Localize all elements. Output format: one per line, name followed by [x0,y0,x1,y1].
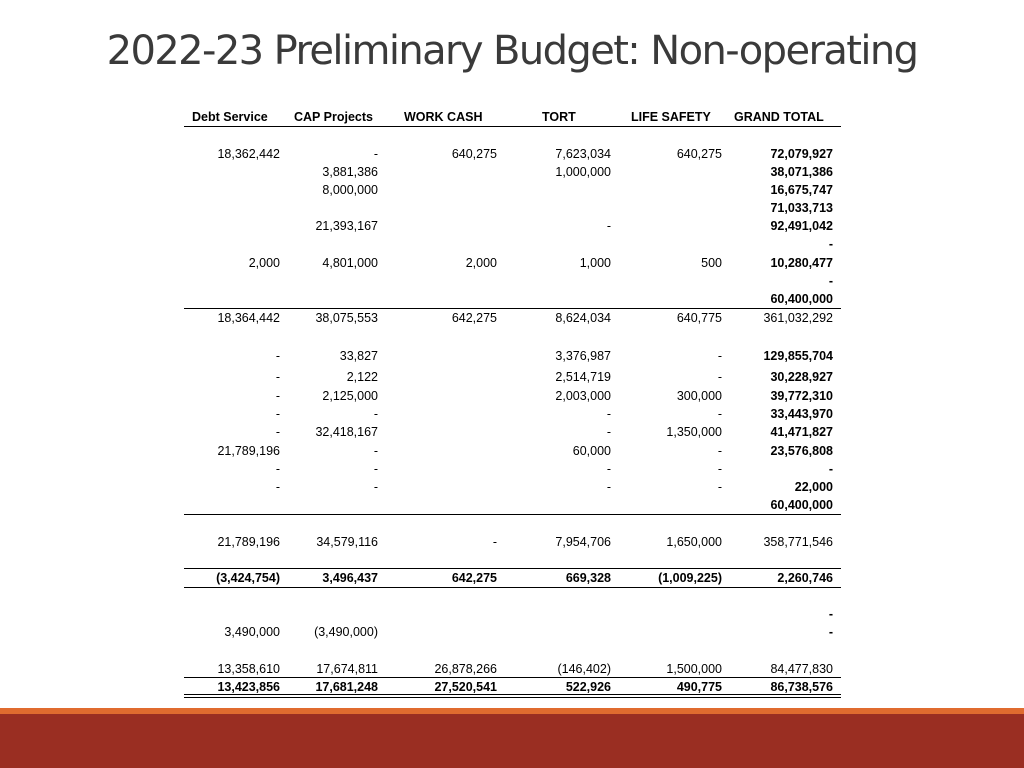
table-cell: - [606,425,611,439]
table-cell: - [373,462,378,476]
rule-ending-top [184,677,841,678]
table-cell: 27,520,541 [434,680,497,694]
table-cell: - [275,480,280,494]
table-cell: - [275,407,280,421]
table-cell: 3,376,987 [555,349,611,363]
table-cell: 86,738,576 [770,680,833,694]
table-cell: 1,500,000 [666,662,722,676]
table-cell: 2,003,000 [555,389,611,403]
table-cell: 642,275 [451,571,497,585]
table-cell: - [828,625,833,639]
table-cell: 84,477,830 [770,662,833,676]
table-cell: 60,000 [572,444,611,458]
table-cell: 60,400,000 [770,498,833,512]
table-cell: 92,491,042 [770,219,833,233]
table-cell: 3,496,437 [322,571,378,585]
table-cell: 3,881,386 [322,165,378,179]
header-life-safety: LIFE SAFETY [631,110,711,124]
table-cell: 500 [701,256,722,270]
table-cell: (3,424,754) [216,571,280,585]
table-cell: 26,878,266 [434,662,497,676]
table-cell: - [828,237,833,251]
rule-ending-double-2 [184,697,841,698]
header-grand-total: GRAND TOTAL [734,110,824,124]
table-cell: 2,000 [465,256,497,270]
table-cell: 640,275 [676,147,722,161]
table-cell: 39,772,310 [770,389,833,403]
table-cell: - [717,349,722,363]
table-cell: 17,674,811 [316,662,378,676]
table-cell: 21,789,196 [217,535,280,549]
table-cell: 669,328 [565,571,611,585]
rule-ending-double-1 [184,694,841,695]
table-cell: 129,855,704 [763,349,833,363]
table-cell: 13,423,856 [217,680,280,694]
table-cell: - [606,219,611,233]
table-cell: 60,400,000 [770,292,833,306]
table-cell: - [717,480,722,494]
table-cell: 13,358,610 [217,662,280,676]
header-cap-projects: CAP Projects [294,110,373,124]
table-cell: 8,624,034 [555,311,611,325]
table-cell: 1,650,000 [666,535,722,549]
table-cell: 18,362,442 [217,147,280,161]
header-work-cash: WORK CASH [404,110,483,124]
table-cell: 72,079,927 [770,147,833,161]
table-cell: - [606,407,611,421]
table-cell: - [373,407,378,421]
table-cell: 8,000,000 [322,183,378,197]
table-cell: 2,122 [346,370,378,384]
rule-expense-total [184,514,841,515]
table-cell: - [717,407,722,421]
table-cell: - [717,462,722,476]
table-cell: 16,675,747 [770,183,833,197]
table-cell: - [275,425,280,439]
table-cell: 30,228,927 [770,370,833,384]
table-cell: 1,000,000 [555,165,611,179]
table-cell: 1,000 [579,256,611,270]
table-cell: - [828,462,833,476]
table-cell: 33,443,970 [770,407,833,421]
table-cell: 18,364,442 [217,311,280,325]
table-cell: - [717,444,722,458]
table-cell: - [275,389,280,403]
header-rule [184,126,841,127]
table-cell: 640,775 [676,311,722,325]
table-cell: - [606,462,611,476]
rule-net-bottom [184,587,841,588]
table-cell: 34,579,116 [316,535,378,549]
table-cell: 7,954,706 [555,535,611,549]
table-cell: 21,393,167 [315,219,378,233]
table-cell: 21,789,196 [217,444,280,458]
table-cell: 7,623,034 [555,147,611,161]
table-cell: 2,514,719 [555,370,611,384]
header-tort: TORT [542,110,576,124]
table-cell: - [606,480,611,494]
table-cell: 490,775 [676,680,722,694]
footer-bar [0,714,1024,768]
table-cell: 358,771,546 [763,535,833,549]
table-cell: - [373,480,378,494]
table-cell: 300,000 [676,389,722,403]
table-cell: 22,000 [794,480,833,494]
table-cell: 3,490,000 [224,625,280,639]
table-cell: (146,402) [557,662,611,676]
table-cell: - [828,607,833,621]
table-cell: - [275,462,280,476]
table-cell: 71,033,713 [770,201,833,215]
table-cell: 1,350,000 [666,425,722,439]
table-cell: - [828,274,833,288]
slide-title: 2022-23 Preliminary Budget: Non-operating [106,28,918,74]
header-debt-service: Debt Service [192,110,268,124]
table-cell: 522,926 [565,680,611,694]
table-cell: 33,827 [339,349,378,363]
rule-net [184,568,841,569]
table-cell: - [373,444,378,458]
table-cell: 642,275 [451,311,497,325]
table-cell: 17,681,248 [315,680,378,694]
table-cell: (3,490,000) [314,625,378,639]
table-cell: 10,280,477 [770,256,833,270]
rule-revenue-total [184,308,841,309]
table-cell: - [275,370,280,384]
table-cell: (1,009,225) [658,571,722,585]
table-cell: 640,275 [451,147,497,161]
table-cell: 361,032,292 [763,311,833,325]
table-cell: 38,075,553 [315,311,378,325]
table-cell: - [373,147,378,161]
table-cell: 41,471,827 [770,425,833,439]
table-cell: - [717,370,722,384]
table-cell: - [492,535,497,549]
table-cell: 38,071,386 [770,165,833,179]
table-cell: 32,418,167 [315,425,378,439]
table-cell: - [275,349,280,363]
table-cell: 2,260,746 [777,571,833,585]
table-cell: 2,000 [248,256,280,270]
table-cell: 2,125,000 [322,389,378,403]
table-cell: 4,801,000 [322,256,378,270]
table-cell: 23,576,808 [770,444,833,458]
